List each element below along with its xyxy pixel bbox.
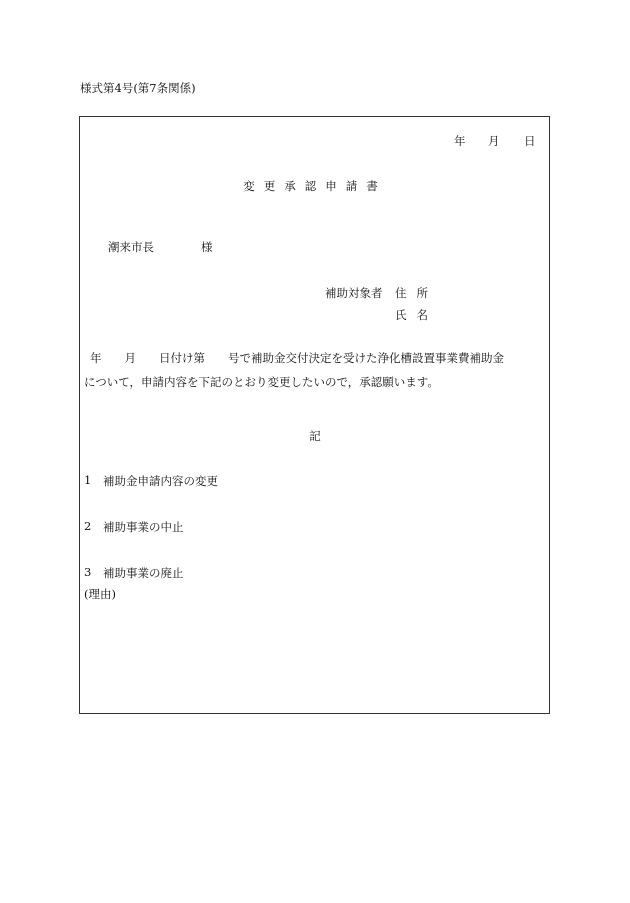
applicant-label: 補助対象者 <box>325 286 383 300</box>
form-frame <box>79 116 550 714</box>
item-label: 補助事業の中止 <box>103 520 184 534</box>
date-day-label: 日 <box>524 134 536 148</box>
addressee-name: 潮来市長 <box>108 240 154 254</box>
item-number: 2 <box>84 519 92 533</box>
item-label: 補助事業の廃止 <box>103 566 184 580</box>
item-label: 補助金申請内容の変更 <box>103 474 218 488</box>
item-number: 1 <box>84 473 92 487</box>
date-year-label: 年 <box>454 134 466 148</box>
date-month-label: 月 <box>488 134 500 148</box>
body-text-line-2: について，申請内容を下記のとおり変更したいので，承認願います。 <box>84 375 439 389</box>
body-text-line-1: 年 月 日付け第 号で補助金交付決定を受けた浄化槽設置事業費補助金 <box>90 351 504 365</box>
document-title: 変更承認申請書 <box>243 179 387 193</box>
applicant-address-label: 住所 <box>395 286 438 300</box>
reason-label: (理由) <box>84 587 116 601</box>
applicant-name-label: 氏名 <box>395 308 438 322</box>
item-number: 3 <box>84 565 92 579</box>
form-number: 様式第4号(第7条関係) <box>80 81 196 95</box>
record-heading: 記 <box>309 429 321 443</box>
addressee-honorific: 様 <box>201 240 213 254</box>
